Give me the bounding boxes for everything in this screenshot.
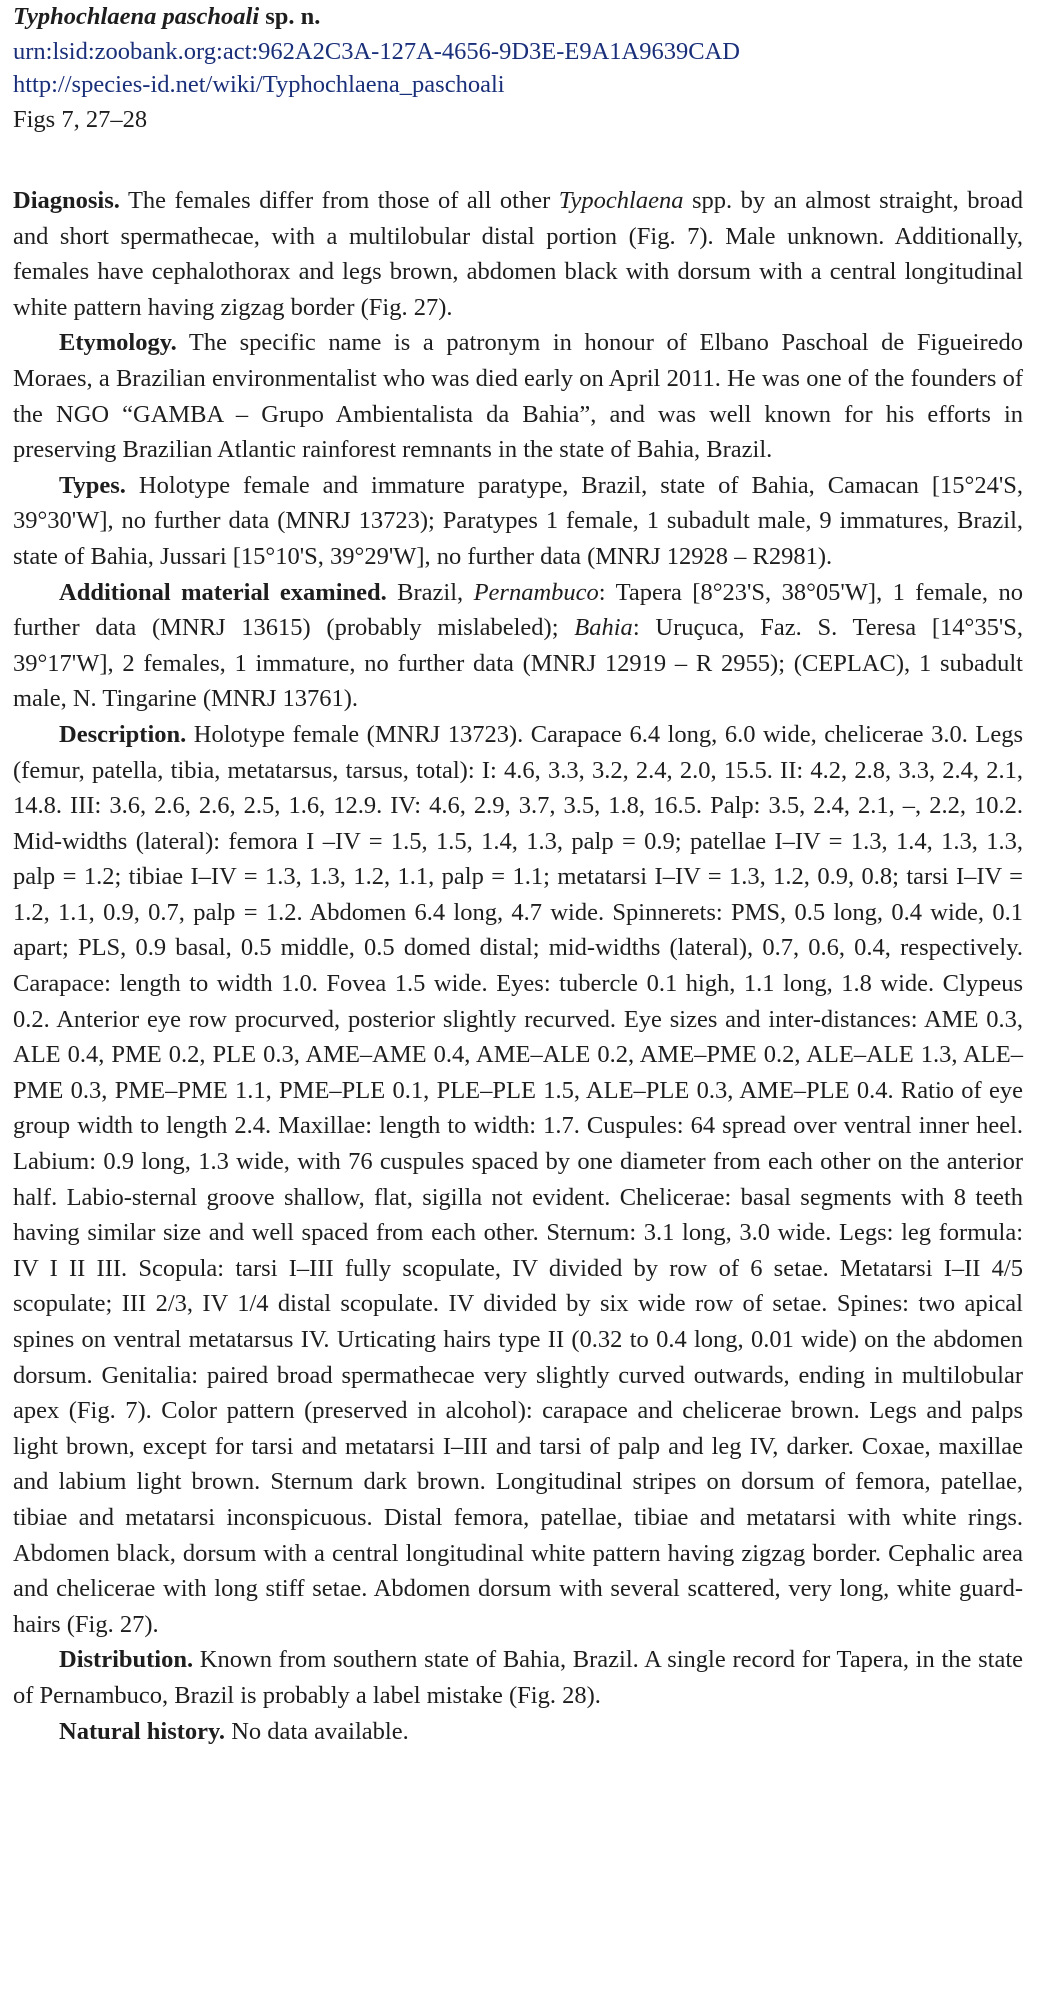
article-body — [13, 183, 1023, 1749]
additional-text-3: : Uruçuca, Faz. S. Teresa [14°35'S, 39°17'W], 2 females, 1 immature, no further data (MNRJ 12919 – R 2955); (CEPLAC), 1 subadult male, N. Tingarine (MNRJ 13761). — [13, 614, 1024, 713]
description-label: Description. — [59, 720, 187, 748]
diagnosis-paragraph — [13, 183, 1023, 325]
additional-material-label: Additional material examined. — [59, 578, 387, 606]
additional-text-1: Brazil, — [386, 578, 474, 606]
additional-text-2: : Tapera [8°23'S, 38°05'W], 1 female, no further data (MNRJ 13615) (probably mislabeled); — [13, 578, 1023, 642]
natural-history-label: Natural history. — [59, 1717, 226, 1745]
types-label: Types. — [59, 471, 126, 499]
state-bahia: Bahia — [574, 614, 633, 642]
diagnosis-label: Diagnosis. — [13, 187, 120, 214]
description-text: Holotype female (MNRJ 13723). Carapace 6.4 long, 6.0 wide, chelicerae 3.0. Legs (femur, patella, tibia, metatarsus, tarsus, total): I: 4.6, 3.3, 3.2, 2.4, 2.0, 15.5. II: 4.2, 2.8, 3.3, 2.4, 2.1, 14.8. III: 3.6, 2.6, 2.6, 2.5, 1.6, 12.9. IV: 4.6, 2.9, 3.7, 3.5, 1.8, 16.5. Palp: 3.5, 2.4, 2.1, –, 2.2, 10.2. Mid-widths (lateral): femora I –IV = 1.5, 1.5, 1.4, 1.3, palp = 0.9; patellae I–IV = 1.3, 1.4, 1.3, 1.3, palp = 1.2; tibiae I–IV = 1.3, 1.3, 1.2, 1.1, palp = 1.1; metatarsi I–IV = 1.3, 1.2, 0.9, 0.8; tarsi I–IV = 1.2, 1.1, 0.9, 0.7, palp = 1.2. Abdomen 6.4 long, 4.7 wide. Spinnerets: PMS, 0.5 long, 0.4 wide, 0.1 apart; PLS, 0.9 basal, 0.5 middle, 0.5 domed distal; mid-widths (lateral), 0.7, 0.6, 0.4, respectively. Carapace: length to width 1.0. Fovea 1.5 wide. Eyes: tubercle 0.1 high, 1.1 long, 1.8 wide. Clypeus 0.2. Anterior eye row procurved, posterior slightly recurved. Eye sizes and inter-distances: AME 0.3, ALE 0.4, PME 0.2, PLE 0.3, AME–AME 0.4, AME–ALE 0.2, AME–PME 0.2, ALE–ALE 1.3, ALE–PME 0.3, PME–PME 1.1, PME–PLE 0.1, PLE–PLE 1.5, ALE–PLE 0.3, AME–PLE 0.4. Ratio of eye group width to length 2.4. Maxillae: length to width: 1.7. Cuspules: 64 spread over ventral inner heel. Labium: 0.9 long, 1.3 wide, with 76 cuspules spaced by one diameter from each other on the anterior half. Labio-sternal groove shallow, flat, sigilla not evident. Chelicerae: basal segments with 8 teeth having similar size and well spaced from each other. Sternum: 3.1 long, 3.0 wide. Legs: leg formula: IV I II III. Scopula: tarsi I–III fully scopulate, IV divided by row of 6 setae. Metatarsi I–II 4/5 scopulate; III 2/3, IV 1/4 distal scopulate. IV divided by six wide row of setae. Spines: two apical spines on ventral metatarsus IV. Urticating hairs type II (0.32 to 0.4 long, 0.01 wide) on the abdomen dorsum. Genitalia: paired broad spermathecae very slightly curved outwards, ending in multilobular apex (Fig. 7). Color pattern (preserved in alcohol): carapace and chelicerae brown. Legs and palps light brown, except for tarsi and metatarsi I–III and tarsi of palp and leg IV, darker. Coxae, maxillae and labium light brown. Sternum dark brown. Longitudinal stripes on dorsum of femora, patellae, tibiae and metatarsi inconspicuous. Distal femora, patellae, tibiae and metatarsi with white rings. Abdomen black, dorsum with a central longitudinal white pattern having zigzag border. Cephalic area and chelicerae with long stiff setae. Abdomen dorsum with several scattered, very long, white guard-hairs (Fig. 27). — [13, 720, 1023, 1638]
state-pernambuco: Pernambuco — [473, 578, 599, 606]
species-id-link[interactable]: http://species-id.net/wiki/Typhochlaena_paschoali — [13, 71, 505, 98]
diagnosis-genus: Typochlaena — [558, 187, 684, 214]
diagnosis-text-2: spp. by an almost straight, broad and short spermathecae, with a multilobular distal portion (Fig. 7). Male unknown. Additionally, females have cephalothorax and legs brown, abdomen black with dorsum with a central longitudinal white pattern having zigzag border (Fig. 27). — [13, 187, 1023, 321]
species-status: sp. n. — [259, 3, 321, 30]
etymology-text: The specific name is a patronym in honour of Elbano Paschoal de Figueiredo Moraes, a Brazilian environmentalist who was died early on April 2011. He was one of the founders of the NGO “GAMBA – Grupo Ambientalista da Bahia”, and was well known for his efforts in preserving Brazilian Atlantic rainforest remnants in the state of Bahia, Brazil. — [13, 329, 1023, 464]
natural-history-paragraph — [13, 1714, 1023, 1750]
types-paragraph — [13, 468, 1023, 575]
description-paragraph — [13, 717, 1023, 1642]
distribution-paragraph — [13, 1642, 1023, 1713]
etymology-label: Etymology. — [59, 329, 177, 357]
types-text: Holotype female and immature paratype, Brazil, state of Bahia, Camacan [15°24'S, 39°30'W], no further data (MNRJ 13723); Paratypes 1 female, 1 subadult male, 9 immatures, Brazil, state of Bahia, Jussari [15°10'S, 39°29'W], no further data (MNRJ 12928 – R2981). — [13, 471, 1023, 570]
distribution-text: Known from southern state of Bahia, Brazil. A single record for Tapera, in the state of Pernambuco, Brazil is probably a label mistake (Fig. 28). — [13, 1646, 1023, 1709]
distribution-label: Distribution. — [59, 1646, 194, 1674]
etymology-paragraph — [13, 325, 1023, 467]
zoobank-lsid-link[interactable]: urn:lsid:zoobank.org:act:962A2C3A-127A-4656-9D3E-E9A1A9639CAD — [13, 38, 740, 65]
species-title — [13, 3, 320, 31]
species-name: Typhochlaena paschoali — [13, 3, 260, 30]
diagnosis-text-1: The females differ from those of all other — [119, 187, 559, 214]
additional-material-paragraph — [13, 575, 1023, 717]
natural-history-text: No data available. — [225, 1717, 409, 1745]
figure-reference: Figs 7, 27–28 — [13, 106, 148, 133]
